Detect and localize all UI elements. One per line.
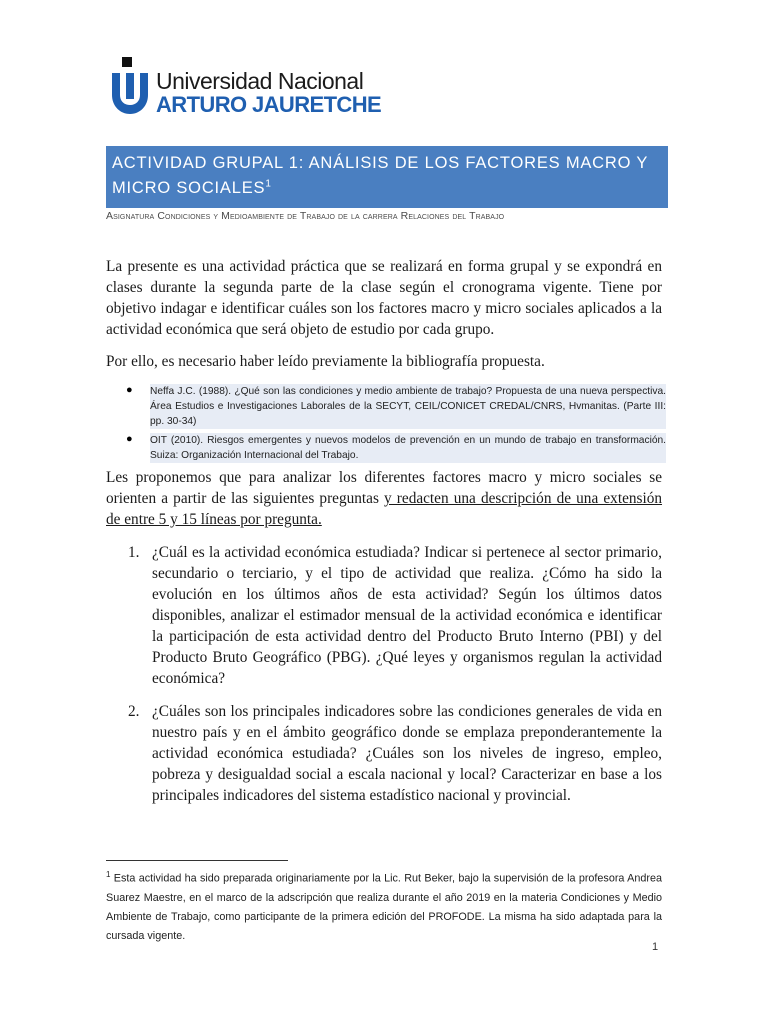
university-logo-text bbox=[156, 69, 381, 117]
proposal-paragraph bbox=[106, 467, 662, 530]
question-item bbox=[106, 542, 662, 689]
title-banner bbox=[106, 146, 668, 208]
question-item bbox=[106, 701, 662, 806]
question-number: 1. bbox=[128, 544, 140, 561]
footnote-divider bbox=[106, 860, 288, 861]
bibliography-text: OIT (2010). Riesgos emergentes y nuevos modelos de prevención en un mundo de trabajo en transformación. Suiza: Organización Internacional del Trabajo. bbox=[150, 435, 666, 461]
university-logo-mark bbox=[110, 57, 150, 117]
intro-paragraph: La presente es una actividad práctica que se realizará en forma grupal y se expondrá en clases durante la segunda parte de la clase según el cronograma vigente. Tiene por objetivo indagar e identificar cuáles son los factores macro y micro sociales aplicados a la actividad económica que será objeto de estudio por cada grupo. bbox=[106, 258, 662, 338]
university-logo bbox=[110, 57, 382, 117]
bibliography-list bbox=[106, 384, 666, 467]
footnote-ref: 1 bbox=[106, 870, 111, 879]
proposal-underlined-text: y redacten una descripción de una extensión de entre 5 y 15 líneas por pregunta. bbox=[106, 490, 663, 528]
bullet-icon: ● bbox=[126, 433, 133, 445]
page-title bbox=[112, 151, 662, 201]
bullet-icon: ● bbox=[126, 384, 133, 396]
title-footnote-ref: 1 bbox=[265, 178, 272, 190]
proposal-text: Les proponemos que para analizar los diferentes factores macro y micro sociales se orienten a partir de las siguientes preguntas bbox=[106, 469, 662, 507]
page-number: 1 bbox=[652, 941, 659, 953]
question-text: ¿Cuál es la actividad económica estudiada? Indicar si pertenece al sector primario, secundario o terciario, y el tipo de actividad que realiza. ¿Cómo ha sido la evolución en los últimos años de esta actividad? Según los últimos datos disponibles, analizar el estimador mensual de la actividad económica e identificar la participación de esta actividad dentro del Producto Bruto Interno (PBI) y del Producto Bruto Geográfico (PBG). ¿Qué leyes y organismos regulan la actividad económica? bbox=[152, 544, 662, 687]
page-title-text: ACTIVIDAD GRUPAL 1: ANÁLISIS DE LOS FACTORES MACRO Y MICRO SOCIALES bbox=[112, 154, 648, 197]
reading-note-paragraph: Por ello, es necesario haber leído previamente la bibliografía propuesta. bbox=[106, 353, 545, 370]
footnote-text: Esta actividad ha sido preparada originariamente por la Lic. Rut Beker, bajo la supervisión de la profesora Andrea Suarez Maestre, en el marco de la adscripción que realiza durante el año 2019 en la materia Condiciones y Medio Ambiente de Trabajo, como participante de la primera edición del PROFODE. La misma ha sido adaptada para la cursada vigente. bbox=[106, 872, 662, 942]
university-name-line1: Universidad Nacional bbox=[156, 68, 364, 94]
question-text: ¿Cuáles son los principales indicadores sobre las condiciones generales de vida en nuestro país y en el ámbito geográfico donde se emplaza preponderantemente la actividad económica estudiada? ¿Cuáles son los niveles de ingreso, empleo, pobreza y desigualdad social a escala nacional y local? Caracterizar en base a los principales indicadores del sistema estadístico nacional y provincial. bbox=[152, 703, 662, 804]
bibliography-item bbox=[106, 433, 666, 463]
page-subtitle: Asignatura Condiciones y Medioambiente de Trabajo de la carrera Relaciones del Trabajo bbox=[106, 210, 505, 222]
university-name-line2: ARTURO JAURETCHE bbox=[156, 92, 382, 117]
question-list bbox=[106, 542, 662, 818]
footnote bbox=[106, 865, 662, 946]
question-number: 2. bbox=[128, 703, 140, 720]
bibliography-item bbox=[106, 384, 666, 429]
bibliography-text: Neffa J.C. (1988). ¿Qué son las condiciones y medio ambiente de trabajo? Propuesta de una nueva perspectiva. Área Estudios e Investigaciones Laborales de la SECYT, CEIL/CONICET CREDAL/CNRS, Hvmanitas. (Parte III: pp. 30-34) bbox=[150, 386, 666, 427]
